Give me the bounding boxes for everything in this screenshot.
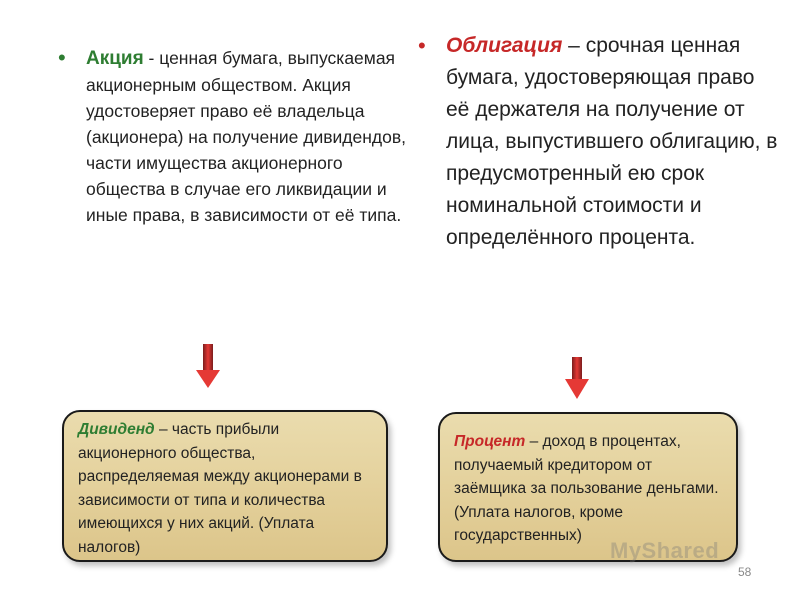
arrow-down-right-icon bbox=[562, 355, 592, 405]
obligaciya-text bbox=[446, 30, 778, 254]
term-obligaciya: Облигация bbox=[446, 34, 563, 57]
watermark: MyShared bbox=[610, 538, 720, 563]
term-procent: Процент bbox=[454, 433, 526, 450]
arrow-down-left-icon bbox=[193, 342, 223, 392]
term-dividend: Дивиденд bbox=[78, 421, 155, 438]
procent-text: – доход в процентах, получаемый кредитором от заёмщика за пользование деньгами. (Уплата налогов, кроме государственных) bbox=[454, 433, 719, 544]
page-number: 58 bbox=[738, 565, 752, 579]
akcia-definition bbox=[58, 45, 408, 228]
akcia-definition-text: ценная бумага, выпускаемая акционерным обществом. Акция удостоверяет право её владельца (акционера) на получение дивидендов, части имущества акционерного общества в случае его ликвидации и иные права, в зависимости от её типа. bbox=[86, 48, 406, 225]
obligaciya-separator: – bbox=[562, 34, 586, 57]
bullet-obligaciya: • bbox=[418, 33, 426, 58]
akcia-separator: - bbox=[143, 48, 160, 68]
akcia-text bbox=[86, 45, 408, 228]
dividend-box bbox=[62, 410, 388, 562]
obligaciya-definition-text: срочная ценная бумага, удостоверяющая право её держателя на получение от лица, выпустившего облигацию, в предусмотренный ею срок номинальной стоимости и определённого процента. bbox=[446, 34, 778, 249]
dividend-text: – часть прибыли акционерного общества, распределяемая между акционерами в зависимости от типа и количества имеющихся у них акций. (Уплата налогов) bbox=[78, 421, 362, 556]
term-akcia: Акция bbox=[86, 48, 144, 69]
obligaciya-definition bbox=[418, 30, 778, 254]
bullet-akcia: • bbox=[58, 45, 66, 70]
